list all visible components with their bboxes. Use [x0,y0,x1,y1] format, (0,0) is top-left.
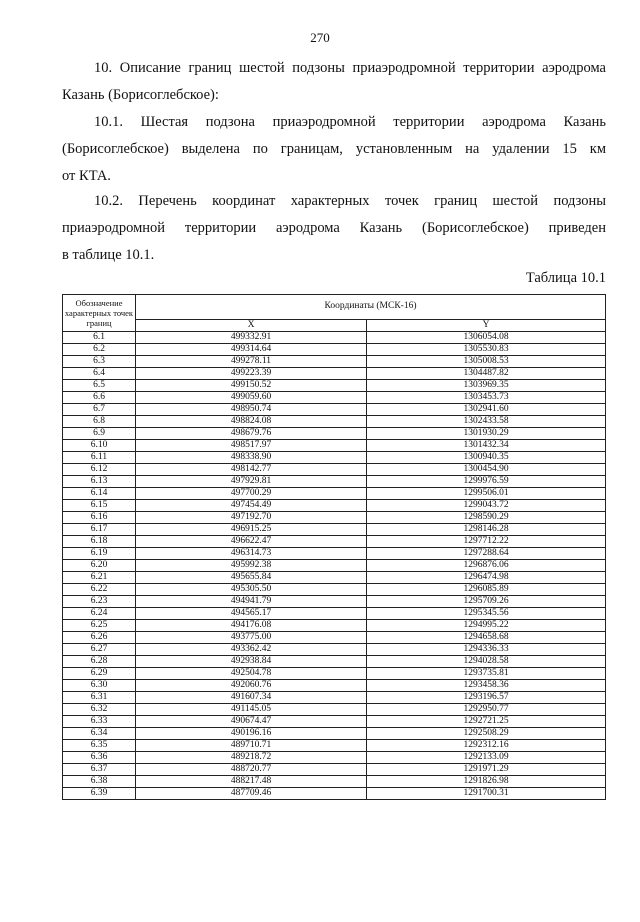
y-cell: 1294995.22 [367,620,606,632]
table-row [63,536,606,548]
x-cell: 499223.39 [136,368,367,380]
y-cell: 1296085.89 [367,584,606,596]
x-cell: 499059.60 [136,392,367,404]
point-cell: 6.19 [63,548,136,560]
x-cell: 499332.91 [136,332,367,344]
table-row [63,464,606,476]
y-cell: 1300454.90 [367,464,606,476]
y-cell: 1301432.34 [367,440,606,452]
y-cell: 1298590.29 [367,512,606,524]
table-row [63,392,606,404]
point-cell: 6.34 [63,728,136,740]
table-row [63,788,606,800]
x-cell: 499150.52 [136,380,367,392]
y-cell: 1305530.83 [367,344,606,356]
x-cell: 492938.84 [136,656,367,668]
point-cell: 6.36 [63,752,136,764]
table-row [63,752,606,764]
coordinates-table [62,294,606,800]
y-cell: 1295709.26 [367,596,606,608]
y-cell: 1294028.58 [367,656,606,668]
y-cell: 1293735.81 [367,668,606,680]
point-cell: 6.15 [63,500,136,512]
y-cell: 1296474.98 [367,572,606,584]
point-cell: 6.8 [63,416,136,428]
y-cell: 1291700.31 [367,788,606,800]
table-row [63,776,606,788]
x-cell: 493362.42 [136,644,367,656]
point-cell: 6.25 [63,620,136,632]
y-cell: 1292508.29 [367,728,606,740]
table-row [63,404,606,416]
y-cell: 1295345.56 [367,608,606,620]
y-cell: 1297288.64 [367,548,606,560]
point-cell: 6.5 [63,380,136,392]
text-line: Казань (Борисоглебское): [62,87,219,103]
y-cell: 1291826.98 [367,776,606,788]
y-cell: 1292133.09 [367,752,606,764]
table-row [63,656,606,668]
table-row [63,332,606,344]
text-line: приаэродромной территории аэродрома Казань (Борисоглебское) приведен [62,220,606,236]
table-row [63,620,606,632]
table-row [63,344,606,356]
x-cell: 498950.74 [136,404,367,416]
point-cell: 6.3 [63,356,136,368]
point-cell: 6.38 [63,776,136,788]
y-cell: 1301930.29 [367,428,606,440]
point-cell: 6.17 [63,524,136,536]
x-cell: 494176.08 [136,620,367,632]
x-cell: 495655.84 [136,572,367,584]
y-cell: 1303453.73 [367,392,606,404]
x-cell: 490674.47 [136,716,367,728]
table-row [63,692,606,704]
point-cell: 6.11 [63,452,136,464]
point-cell: 6.33 [63,716,136,728]
table-row [63,704,606,716]
y-cell: 1294336.33 [367,644,606,656]
y-cell: 1304487.82 [367,368,606,380]
point-designation-header: Обозначение характерных точек границ [63,295,136,332]
point-cell: 6.23 [63,596,136,608]
table-row [63,728,606,740]
table-row [63,416,606,428]
table-row [63,524,606,536]
table-row [63,716,606,728]
table-row [63,428,606,440]
y-cell: 1299976.59 [367,476,606,488]
point-cell: 6.14 [63,488,136,500]
text-line: от КТА. [62,168,111,184]
point-cell: 6.29 [63,668,136,680]
y-cell: 1297712.22 [367,536,606,548]
table-row [63,608,606,620]
y-cell: 1303969.35 [367,380,606,392]
y-cell: 1298146.28 [367,524,606,536]
point-cell: 6.6 [63,392,136,404]
point-cell: 6.22 [63,584,136,596]
table-body [63,332,606,800]
y-cell: 1306054.08 [367,332,606,344]
point-cell: 6.16 [63,512,136,524]
x-cell: 491145.05 [136,704,367,716]
point-cell: 6.10 [63,440,136,452]
x-cell: 494565.17 [136,608,367,620]
table-caption: Таблица 10.1 [525,270,606,286]
x-cell: 496622.47 [136,536,367,548]
text-line: 10.1. Шестая подзона приаэродромной территории аэродрома Казань [94,114,606,130]
x-cell: 491607.34 [136,692,367,704]
y-cell: 1293196.57 [367,692,606,704]
x-cell: 496915.25 [136,524,367,536]
coordinates-group-header: Координаты (МСК-16) [136,295,606,320]
x-cell: 495992.38 [136,560,367,572]
point-cell: 6.12 [63,464,136,476]
x-cell: 497929.81 [136,476,367,488]
table-row [63,476,606,488]
text-line: (Борисоглебское) выделена по границам, установленным на удалении 15 км [62,141,606,157]
point-cell: 6.2 [63,344,136,356]
x-cell: 489218.72 [136,752,367,764]
table-row [63,572,606,584]
y-cell: 1302941.60 [367,404,606,416]
x-cell: 493775.00 [136,632,367,644]
y-cell: 1294658.68 [367,632,606,644]
table-row [63,440,606,452]
x-cell: 499278.11 [136,356,367,368]
x-cell: 496314.73 [136,548,367,560]
table-row [63,356,606,368]
table-row [63,512,606,524]
y-cell: 1292721.25 [367,716,606,728]
x-cell: 494941.79 [136,596,367,608]
table-row [63,632,606,644]
point-cell: 6.31 [63,692,136,704]
point-cell: 6.39 [63,788,136,800]
x-cell: 497700.29 [136,488,367,500]
table-row [63,500,606,512]
point-cell: 6.26 [63,632,136,644]
x-cell: 497454.49 [136,500,367,512]
text-line: 10. Описание границ шестой подзоны приаэродромной территории аэродрома [94,60,606,76]
table-row [63,596,606,608]
x-cell: 499314.64 [136,344,367,356]
x-cell: 498824.08 [136,416,367,428]
x-cell: 488217.48 [136,776,367,788]
table-row [63,740,606,752]
x-cell: 489710.71 [136,740,367,752]
y-cell: 1300940.35 [367,452,606,464]
table-row [63,368,606,380]
table-row [63,488,606,500]
point-cell: 6.21 [63,572,136,584]
y-cell: 1292950.77 [367,704,606,716]
point-cell: 6.1 [63,332,136,344]
y-cell: 1292312.16 [367,740,606,752]
x-cell: 498517.97 [136,440,367,452]
table-row [63,644,606,656]
x-cell: 498338.90 [136,452,367,464]
point-cell: 6.4 [63,368,136,380]
x-column-header: X [136,319,367,331]
y-cell: 1305008.53 [367,356,606,368]
x-cell: 495305.50 [136,584,367,596]
x-cell: 498142.77 [136,464,367,476]
table-row [63,560,606,572]
table-row [63,668,606,680]
point-cell: 6.30 [63,680,136,692]
point-cell: 6.7 [63,404,136,416]
table-row [63,584,606,596]
text-line: в таблице 10.1. [62,247,155,263]
x-cell: 497192.70 [136,512,367,524]
y-cell: 1299043.72 [367,500,606,512]
y-cell: 1293458.36 [367,680,606,692]
point-cell: 6.28 [63,656,136,668]
x-cell: 488720.77 [136,764,367,776]
x-cell: 498679.76 [136,428,367,440]
text-line: 10.2. Перечень координат характерных точек границ шестой подзоны [94,193,606,209]
point-cell: 6.37 [63,764,136,776]
point-cell: 6.13 [63,476,136,488]
x-cell: 487709.46 [136,788,367,800]
point-cell: 6.27 [63,644,136,656]
page-number: 270 [310,30,330,45]
table-row [63,764,606,776]
x-cell: 492060.76 [136,680,367,692]
table-row [63,548,606,560]
point-cell: 6.18 [63,536,136,548]
point-cell: 6.32 [63,704,136,716]
y-cell: 1302433.58 [367,416,606,428]
x-cell: 492504.78 [136,668,367,680]
point-cell: 6.35 [63,740,136,752]
point-cell: 6.24 [63,608,136,620]
table-row [63,680,606,692]
x-cell: 490196.16 [136,728,367,740]
point-cell: 6.9 [63,428,136,440]
y-column-header: Y [367,319,606,331]
y-cell: 1291971.29 [367,764,606,776]
point-cell: 6.20 [63,560,136,572]
y-cell: 1299506.01 [367,488,606,500]
table-row [63,452,606,464]
table-row [63,380,606,392]
y-cell: 1296876.06 [367,560,606,572]
